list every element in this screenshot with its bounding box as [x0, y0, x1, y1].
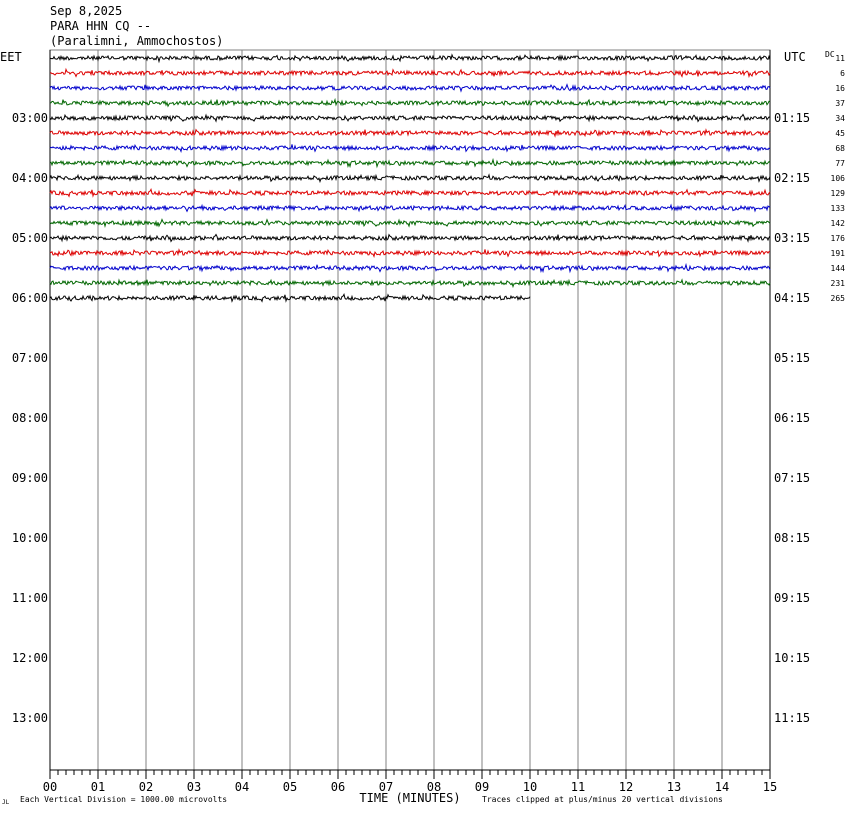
trace-line — [50, 55, 770, 62]
left-hour-label: 07:00 — [11, 351, 48, 365]
dc-value: 133 — [830, 204, 845, 213]
x-tick-label: 08 — [426, 780, 442, 794]
dc-value: 231 — [830, 279, 845, 288]
scale-note: Each Vertical Division = 1000.00 microvolts — [20, 795, 228, 804]
plot-date: Sep 8,2025 — [50, 4, 123, 18]
left-hour-label: 05:00 — [11, 231, 48, 245]
trace-line — [50, 189, 770, 196]
trace-line — [50, 130, 770, 137]
left-hour-label: 12:00 — [11, 651, 48, 665]
dc-value: 129 — [830, 189, 845, 198]
left-hour-label: 09:00 — [11, 471, 48, 485]
left-hour-label: 08:00 — [11, 411, 48, 425]
x-tick-label: 15 — [762, 780, 778, 794]
left-hour-label: 06:00 — [11, 291, 48, 305]
trace-line — [50, 249, 770, 256]
x-axis-title: TIME (MINUTES) — [359, 791, 461, 805]
trace-line — [50, 100, 770, 107]
right-hour-label: 08:15 — [774, 531, 811, 545]
x-tick-label: 01 — [90, 780, 106, 794]
dc-value: 191 — [830, 249, 845, 258]
footer-mark: JL — [2, 799, 10, 806]
x-tick-label: 11 — [570, 780, 586, 794]
dc-value: 34 — [835, 114, 845, 123]
left-hour-label: 04:00 — [11, 171, 48, 185]
right-timezone-label: UTC — [784, 50, 806, 64]
right-hour-label: 06:15 — [774, 411, 811, 425]
x-tick-label: 04 — [234, 780, 250, 794]
trace-line — [50, 265, 770, 272]
x-tick-label: 10 — [522, 780, 538, 794]
station-location: (Paralimni, Ammochostos) — [50, 34, 224, 48]
x-tick-label: 05 — [282, 780, 298, 794]
x-tick-label: 13 — [666, 780, 682, 794]
right-hour-label: 10:15 — [774, 651, 811, 665]
dc-header-label: DC — [825, 50, 835, 59]
trace-line — [50, 220, 770, 227]
x-tick-label: 07 — [378, 780, 394, 794]
seismic-traces — [50, 55, 770, 301]
left-hour-label: 10:00 — [11, 531, 48, 545]
x-tick-label: 00 — [42, 780, 58, 794]
plot-frame — [50, 50, 770, 770]
trace-line — [50, 160, 770, 167]
dc-value: 106 — [830, 174, 845, 183]
dc-value: 16 — [835, 84, 845, 93]
trace-line — [50, 205, 770, 211]
right-hour-label: 03:15 — [774, 231, 811, 245]
trace-line — [50, 235, 770, 242]
trace-line — [50, 144, 770, 151]
x-tick-label: 12 — [618, 780, 634, 794]
trace-line — [50, 69, 770, 76]
x-tick-label: 03 — [186, 780, 202, 794]
x-tick-label: 14 — [714, 780, 730, 794]
trace-line — [50, 115, 770, 122]
dc-value: 6 — [840, 69, 845, 78]
right-hour-label: 04:15 — [774, 291, 811, 305]
station-code: PARA HHN CQ -- — [50, 19, 152, 33]
clip-note: Traces clipped at plus/minus 20 vertical divisions — [482, 795, 723, 804]
right-hour-label: 05:15 — [774, 351, 811, 365]
trace-line — [50, 175, 770, 182]
right-hour-label: 07:15 — [774, 471, 811, 485]
left-hour-label: 13:00 — [11, 711, 48, 725]
trace-line — [50, 85, 770, 92]
left-hour-label: 11:00 — [11, 591, 48, 605]
left-timezone-label: EET — [0, 50, 22, 64]
dc-value: 176 — [830, 234, 845, 243]
dc-value: 77 — [835, 159, 845, 168]
left-hour-label: 03:00 — [11, 111, 48, 125]
dc-value: 37 — [835, 99, 845, 108]
right-hour-label: 11:15 — [774, 711, 811, 725]
right-hour-label: 02:15 — [774, 171, 811, 185]
dc-value: 11 — [835, 54, 845, 63]
trace-line — [50, 280, 770, 287]
hour-labels — [12, 54, 845, 725]
grid-lines — [50, 50, 770, 770]
dc-value: 144 — [830, 264, 845, 273]
x-tick-label: 06 — [330, 780, 346, 794]
x-tick-label: 09 — [474, 780, 490, 794]
dc-value: 265 — [830, 294, 845, 303]
x-tick-label: 02 — [138, 780, 154, 794]
dc-value: 68 — [835, 144, 845, 153]
right-hour-label: 01:15 — [774, 111, 811, 125]
dc-value: 45 — [835, 129, 845, 138]
dc-value: 142 — [830, 219, 845, 228]
right-hour-label: 09:15 — [774, 591, 811, 605]
